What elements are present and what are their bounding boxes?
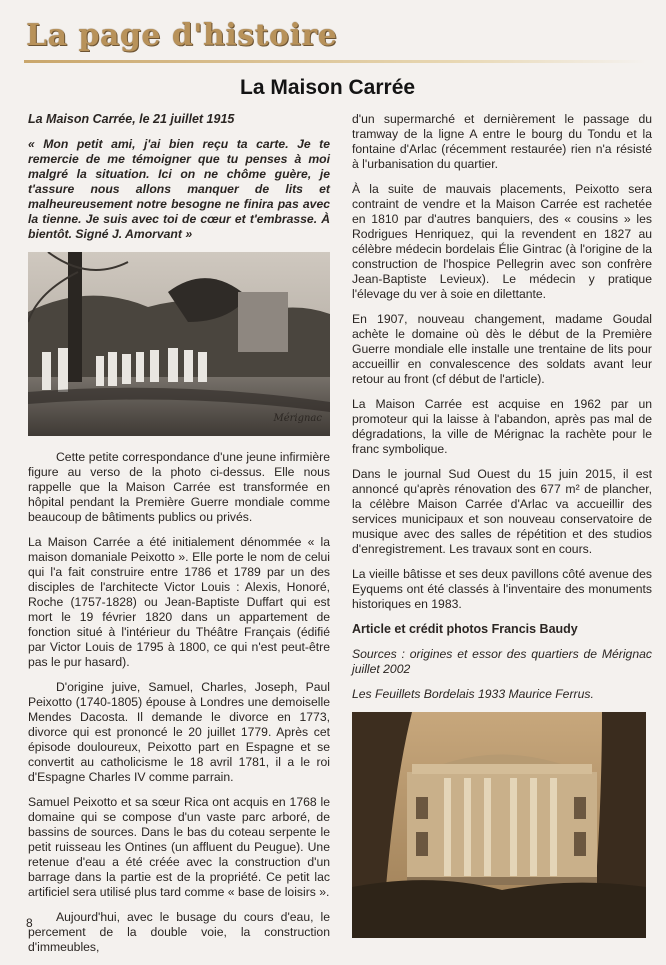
photo-credit: Article et crédit photos Francis Baudy (352, 622, 578, 636)
right-paragraph-3: En 1907, nouveau changement, madame Goudal achète le domaine où dès le début de la Première Guerre mondiale elle installe une trentaine de lits pour accueillir en convalescence des soldats avant leur retour au front (cf début de l'article). (352, 312, 652, 386)
left-paragraph-4: Samuel Peixotto et sa sœur Rica ont acquis en 1768 le domaine qui se compose d'un vaste parc arboré, de bassins de sources. Dans le bas du coteau serpente le petit ruisseau les Ontines (un affluent du Peugue). Une retenue d'eau a été créée avec la construction d'un barrage dans la partie est de la propriété. Ce petit lac artificiel sera utilisé plus tard comme « base de loisirs ». (28, 795, 330, 899)
right-paragraph-1: d'un supermarché et dernièrement le passage du tramway de la ligne A entre le bourg du Tondu et la fontaine d'Arlac (récemment restaurée) rien n'a résisté à l'urbanisation du quartier. (352, 112, 652, 171)
right-paragraph-5: Dans le journal Sud Ouest du 15 juin 2015, il est annoncé qu'après rénovation des 677 m² de plancher, la célèbre Maison Carrée d'Arlac va accueillir des services municipaux et son nouveau conservatoire de musique avec des salles de répétition et des studios d'enregistrement. Les travaux sont en cours. (352, 467, 652, 556)
nurses-photo (28, 252, 330, 436)
photo-signature: Mérignac (273, 413, 322, 424)
source-1: Sources : origines et essor des quartiers de Mérignac juillet 2002 (352, 647, 652, 676)
right-column (352, 112, 652, 938)
left-paragraph-2: La Maison Carrée a été initialement dénommée « la maison domaniale Peixotto ». Elle porte le nom de celui qui l'a fait construire entre 1786 et 1789 par un des disciples de l'architecte Victor Louis : Alexis, Honoré, Roche (1757-1828) ou Jean-Baptiste Duffart qui est mort le 19 février 1820 dans un appartement de fonction situé à l'intérieur du Théâtre Français (édifié par Victor Louis de 1795 à 1800, ce qui n'est peut-être pas le pur hasard). (28, 535, 330, 669)
left-paragraph-3: D'origine juive, Samuel, Charles, Joseph, Paul Peixotto (1740-1805) épouse à Londres une demoiselle Mendes Dacosta. Il demande le divorce en 1773, divorce qui est prononcé le 20 juillet 1779. Après cet épisode douloureux, Peixotto part en Espagne et se convertit au catholicisme le 18 avril 1781, il a le roi d'Espagne Charles IV comme parrain. (28, 680, 330, 784)
source-2: Les Feuillets Bordelais 1933 Maurice Ferrus. (352, 687, 594, 701)
left-paragraph-1: Cette petite correspondance d'une jeune infirmière figure au verso de la photo ci-dessus. Elle nous rappelle que la Maison Carrée est transformée en hôpital pendant la Première Guerre mondiale comme beaucoup de bâtiments publics ou privés. (28, 450, 330, 524)
dateline: La Maison Carrée, le 21 juillet 1915 (28, 112, 235, 126)
left-column (28, 112, 330, 965)
article-title: La Maison Carrée (240, 76, 416, 99)
maison-carree-photo (352, 712, 646, 938)
right-paragraph-4: La Maison Carrée est acquise en 1962 par un promoteur qui la laisse à l'abandon, après pas mal de dégradations, la ville de Mérignac la rachète pour le franc symbolique. (352, 397, 652, 456)
header-rule (24, 60, 646, 63)
section-title: La page d'histoire (26, 18, 338, 53)
page-number: 8 (26, 916, 33, 930)
right-paragraph-6: La vieille bâtisse et ses deux pavillons côté avenue des Eyquems ont été classés à l'inventaire des monuments historiques en 1983. (352, 567, 652, 611)
letter-quote: « Mon petit ami, j'ai bien reçu ta carte. Je te remercie de me témoigner que tu penses à moi malgré la situation. Ici on ne chôme guère, je t'assure nous allons manquer de lits et malheureusement notre besogne ne finira pas avec la tienne. Je suis avec toi de cœur et t'embrasse. À bientôt. Signé J. Amorvant » (28, 137, 330, 241)
right-paragraph-2: À la suite de mauvais placements, Peixotto sera contraint de vendre et la Maison Carrée est rachetée en 1810 par d'autres banquiers, des « cousins » les Rodrigues Henriquez, qui la revendent en 1827 au célèbre médecin bordelais Élie Gintrac (à l'origine de la construction de l'hospice Pellegrin avec son confrère Jean-Baptiste Levieux). Le médecin y pratique l'élevage du ver à soie en dilettante. (352, 182, 652, 301)
left-paragraph-5: Aujourd'hui, avec le busage du cours d'eau, le percement de la double voie, la construction d'immeubles, (28, 910, 330, 954)
